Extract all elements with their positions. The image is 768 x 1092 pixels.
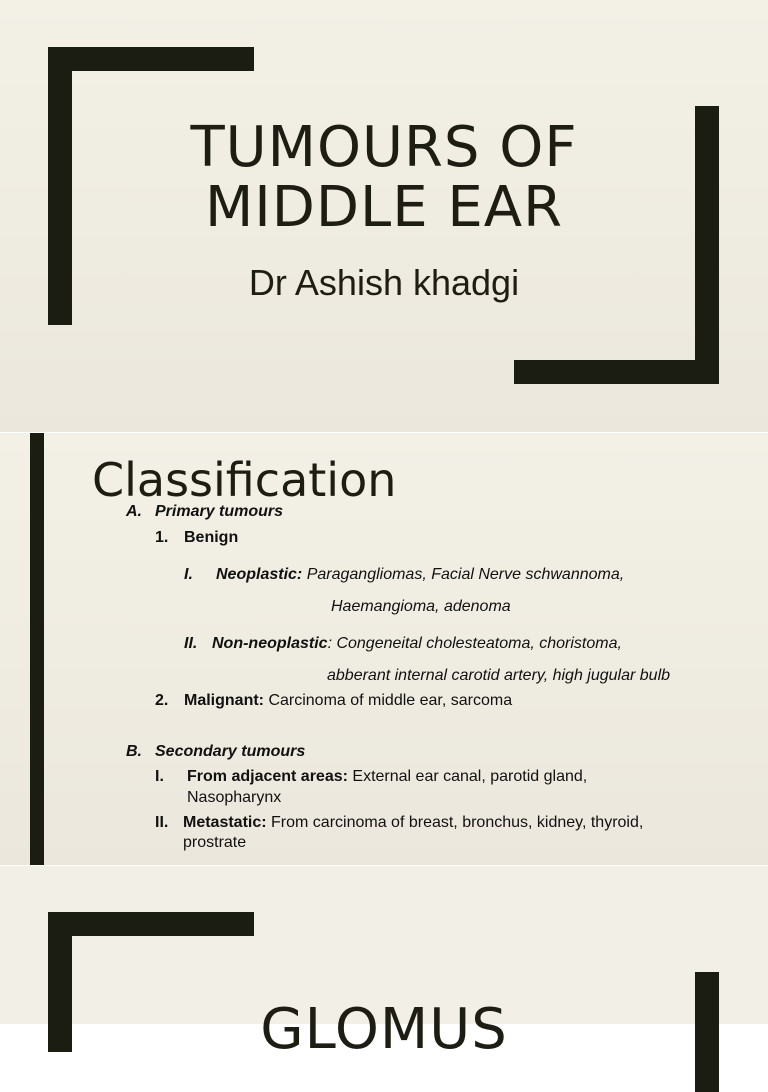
- slide-title-line-1: TUMOURS OF: [190, 115, 578, 180]
- left-accent-bar: [30, 433, 44, 865]
- item-non-neoplastic-continued: abberant internal carotid artery, high jugular bulb: [327, 667, 671, 684]
- title-slide: [0, 0, 768, 432]
- item-metastatic-label: Metastatic:: [183, 814, 267, 831]
- item-malignant: [155, 691, 512, 711]
- slide-heading: Classification: [92, 453, 397, 507]
- item-non-neoplastic-marker: II.: [184, 635, 198, 652]
- frame-top-left-horizontal: [48, 912, 254, 936]
- item-neoplastic-label: Neoplastic:: [216, 566, 303, 583]
- section-b-marker: B.: [126, 743, 142, 760]
- section-a-marker: A.: [126, 503, 142, 520]
- slide-subtitle: Dr Ashish khadgi: [248, 262, 520, 303]
- item-malignant-label: Malignant:: [184, 692, 264, 709]
- section-b-label: Secondary tumours: [155, 743, 306, 760]
- item-metastatic: [155, 813, 643, 833]
- item-adjacent-label: From adjacent areas:: [187, 768, 348, 785]
- item-benign: [155, 528, 238, 548]
- item-benign-label: Benign: [184, 529, 239, 546]
- item-malignant-text: Carcinoma of middle ear, sarcoma: [264, 692, 513, 709]
- frame-bottom-right-horizontal: [514, 360, 719, 384]
- glomus-slide: [0, 866, 768, 1062]
- section-a-label: Primary tumours: [155, 503, 284, 520]
- item-malignant-marker: 2.: [155, 692, 169, 709]
- item-metastatic-continued: prostrate: [183, 834, 247, 851]
- item-adjacent-areas: [155, 767, 587, 787]
- item-neoplastic-continued: Haemangioma, adenoma: [331, 598, 511, 615]
- item-neoplastic-marker: I.: [184, 566, 193, 583]
- item-neoplastic: [184, 565, 624, 585]
- item-metastatic-text: From carcinoma of breast, bronchus, kidney, thyroid,: [266, 814, 644, 831]
- item-non-neoplastic-text: : Congeneital cholesteatoma, choristoma,: [327, 635, 622, 652]
- item-neoplastic-text: Paragangliomas, Facial Nerve schwannoma,: [302, 566, 625, 583]
- item-benign-marker: 1.: [155, 529, 169, 546]
- item-non-neoplastic-label: Non-neoplastic: [212, 635, 328, 652]
- item-adjacent-text: External ear canal, parotid gland,: [347, 768, 588, 785]
- slide-title: GLOMUS: [260, 997, 508, 1062]
- item-non-neoplastic: [184, 634, 622, 654]
- section-a: [126, 502, 283, 522]
- classification-slide: [0, 433, 768, 865]
- item-adjacent-continued: Nasopharynx: [187, 789, 282, 806]
- item-metastatic-marker: II.: [155, 814, 169, 831]
- frame-top-left-horizontal: [48, 47, 254, 71]
- section-b: [126, 742, 305, 762]
- item-adjacent-marker: I.: [155, 768, 164, 785]
- slide-title-line-2: MIDDLE EAR: [204, 175, 564, 240]
